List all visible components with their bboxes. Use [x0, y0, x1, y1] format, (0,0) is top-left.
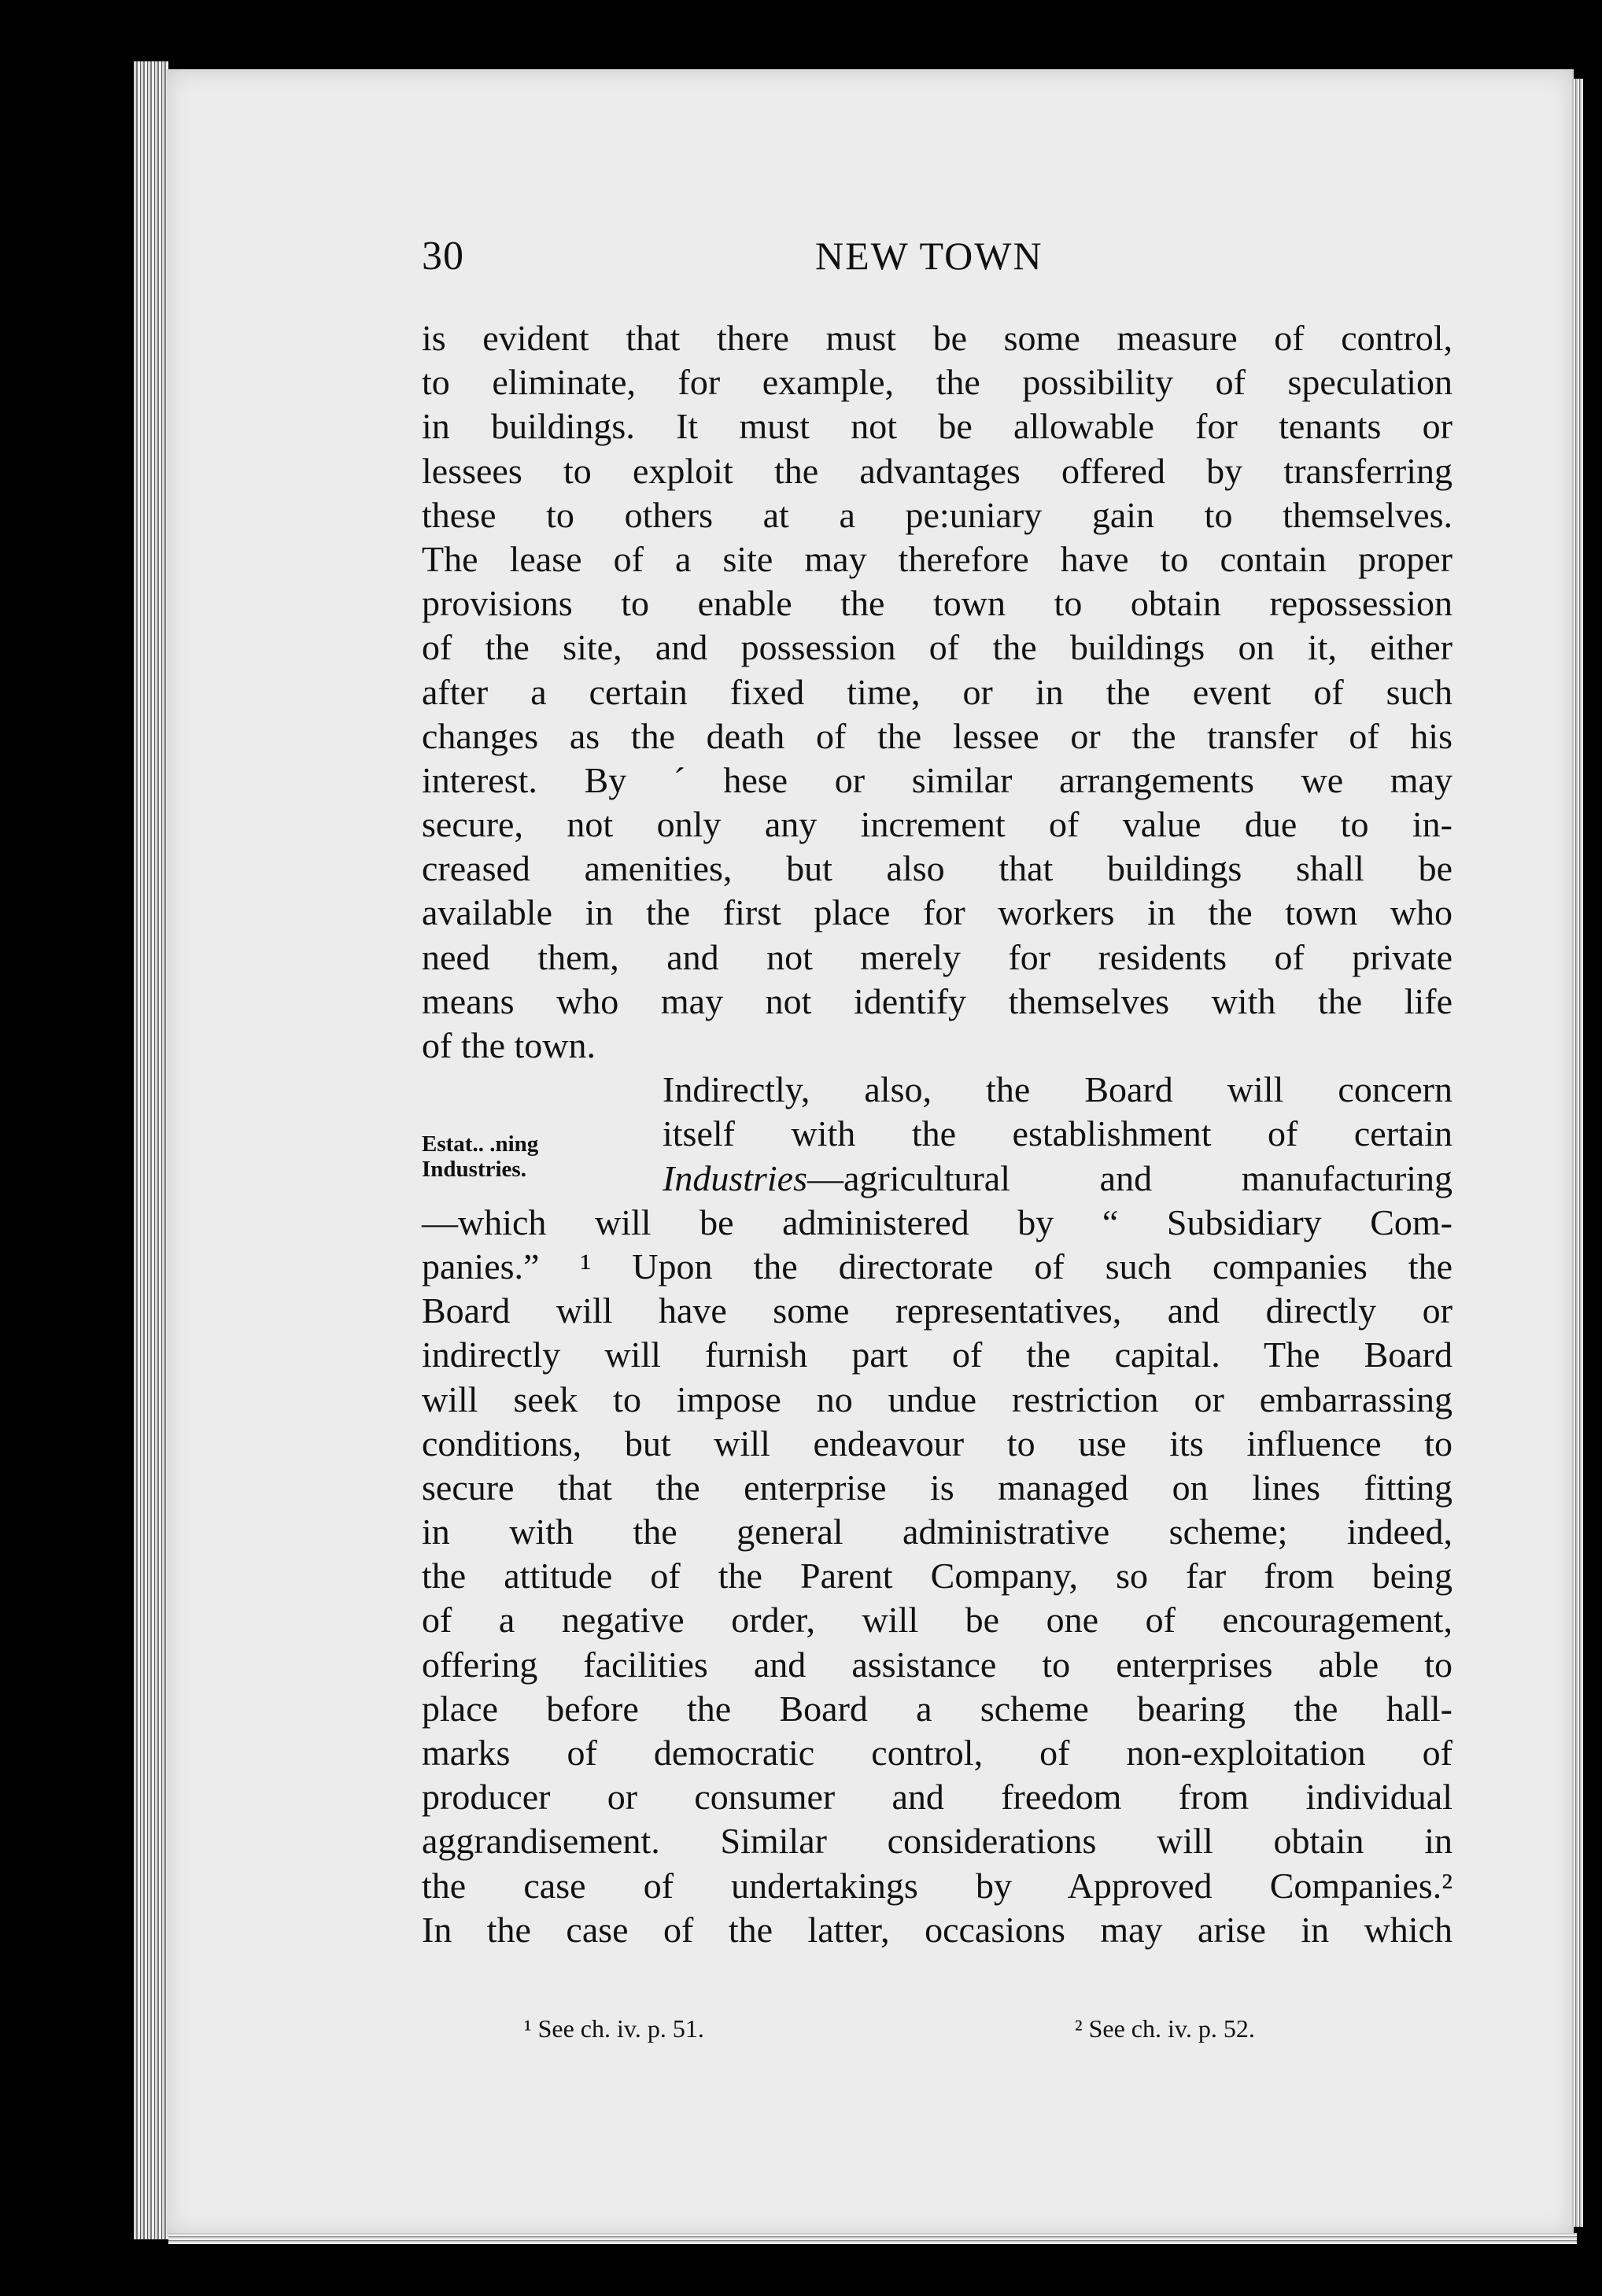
text-line: creased amenities, but also that buildings shall be: [422, 848, 1453, 889]
text-line: changes as the death of the lessee or the transfer of his: [422, 715, 1453, 756]
text-line: is evident that there must be some measure of control,: [422, 318, 1453, 358]
text-line: place before the Board a scheme bearing the hall-: [422, 1688, 1453, 1729]
text-line: in with the general administrative scheme; indeed,: [422, 1512, 1453, 1552]
text-line: need them, and not merely for residents of private: [422, 936, 1453, 977]
text-line: the case of undertakings by Approved Companies.²: [422, 1865, 1453, 1906]
page-header: [422, 233, 1453, 288]
text-line: panies.” ¹ Upon the directorate of such companies the: [422, 1246, 1453, 1286]
text-line: Indirectly, also, the Board will concern: [663, 1069, 1453, 1110]
text-line: of the town.: [422, 1025, 596, 1065]
footnote-1: ¹ See ch. iv. p. 51.: [524, 2014, 704, 2043]
text-line: aggrandisement. Similar considerations will obtain in: [422, 1821, 1453, 1862]
text-line: of the site, and possession of the buildings on it, either: [422, 627, 1453, 668]
text-line: —which will be administered by “ Subsidiary Com-: [422, 1202, 1453, 1242]
text-line: offering facilities and assistance to enterprises able to: [422, 1644, 1453, 1685]
text-line: secure that the enterprise is managed on lines fitting: [422, 1467, 1453, 1508]
text-line: of a negative order, will be one of encouragement,: [422, 1600, 1453, 1641]
text-line: Industries—agricultural and manufacturing: [663, 1157, 1453, 1198]
footnotes: [524, 2014, 1390, 2054]
running-head: NEW TOWN: [815, 234, 1043, 278]
book-edge-bottom: [168, 2233, 1577, 2244]
margin-note: [422, 1131, 626, 1182]
text-line: itself with the establishment of certain: [663, 1113, 1453, 1154]
footnote-2: ² See ch. iv. p. 52.: [1075, 2014, 1255, 2043]
text-line: secure, not only any increment of value due to in-: [422, 804, 1453, 845]
book-edge-left: [134, 61, 168, 2239]
text-line: marks of democratic control, of non-exploitation of: [422, 1733, 1453, 1773]
text-line: provisions to enable the town to obtain repossession: [422, 583, 1453, 624]
text-line: will seek to impose no undue restriction or embarrassing: [422, 1379, 1453, 1419]
text-line: lessees to exploit the advantages offered by transferring: [422, 450, 1453, 491]
margin-note-line: Industries.: [422, 1157, 526, 1182]
text-line: The lease of a site may therefore have to contain proper: [422, 538, 1453, 579]
text-line: after a certain fixed time, or in the event of such: [422, 671, 1453, 712]
text-line: the attitude of the Parent Company, so far from being: [422, 1556, 1453, 1596]
text-line: means who may not identify themselves with the life: [422, 980, 1453, 1021]
text-line: Board will have some representatives, and directly or: [422, 1290, 1453, 1331]
margin-note-line: Estat.. .ning: [422, 1131, 539, 1157]
text-line: conditions, but will endeavour to use its influence to: [422, 1423, 1453, 1464]
text-line: interest. By ˊhese or similar arrangements we may: [422, 759, 1453, 800]
text-line: producer or consumer and freedom from individual: [422, 1777, 1453, 1818]
text-line: to eliminate, for example, the possibility of speculation: [422, 362, 1453, 403]
text-line: available in the first place for workers in the town who: [422, 892, 1453, 933]
text-line: in buildings. It must not be allowable for tenants or: [422, 406, 1453, 447]
book-edge-right: [1572, 79, 1583, 2227]
page-number: 30: [422, 234, 464, 279]
text-line: these to others at a pe:uniary gain to themselves.: [422, 494, 1453, 535]
text-line: indirectly will furnish part of the capital. The Board: [422, 1334, 1453, 1375]
text-line: In the case of the latter, occasions may arise in which: [422, 1909, 1453, 1950]
